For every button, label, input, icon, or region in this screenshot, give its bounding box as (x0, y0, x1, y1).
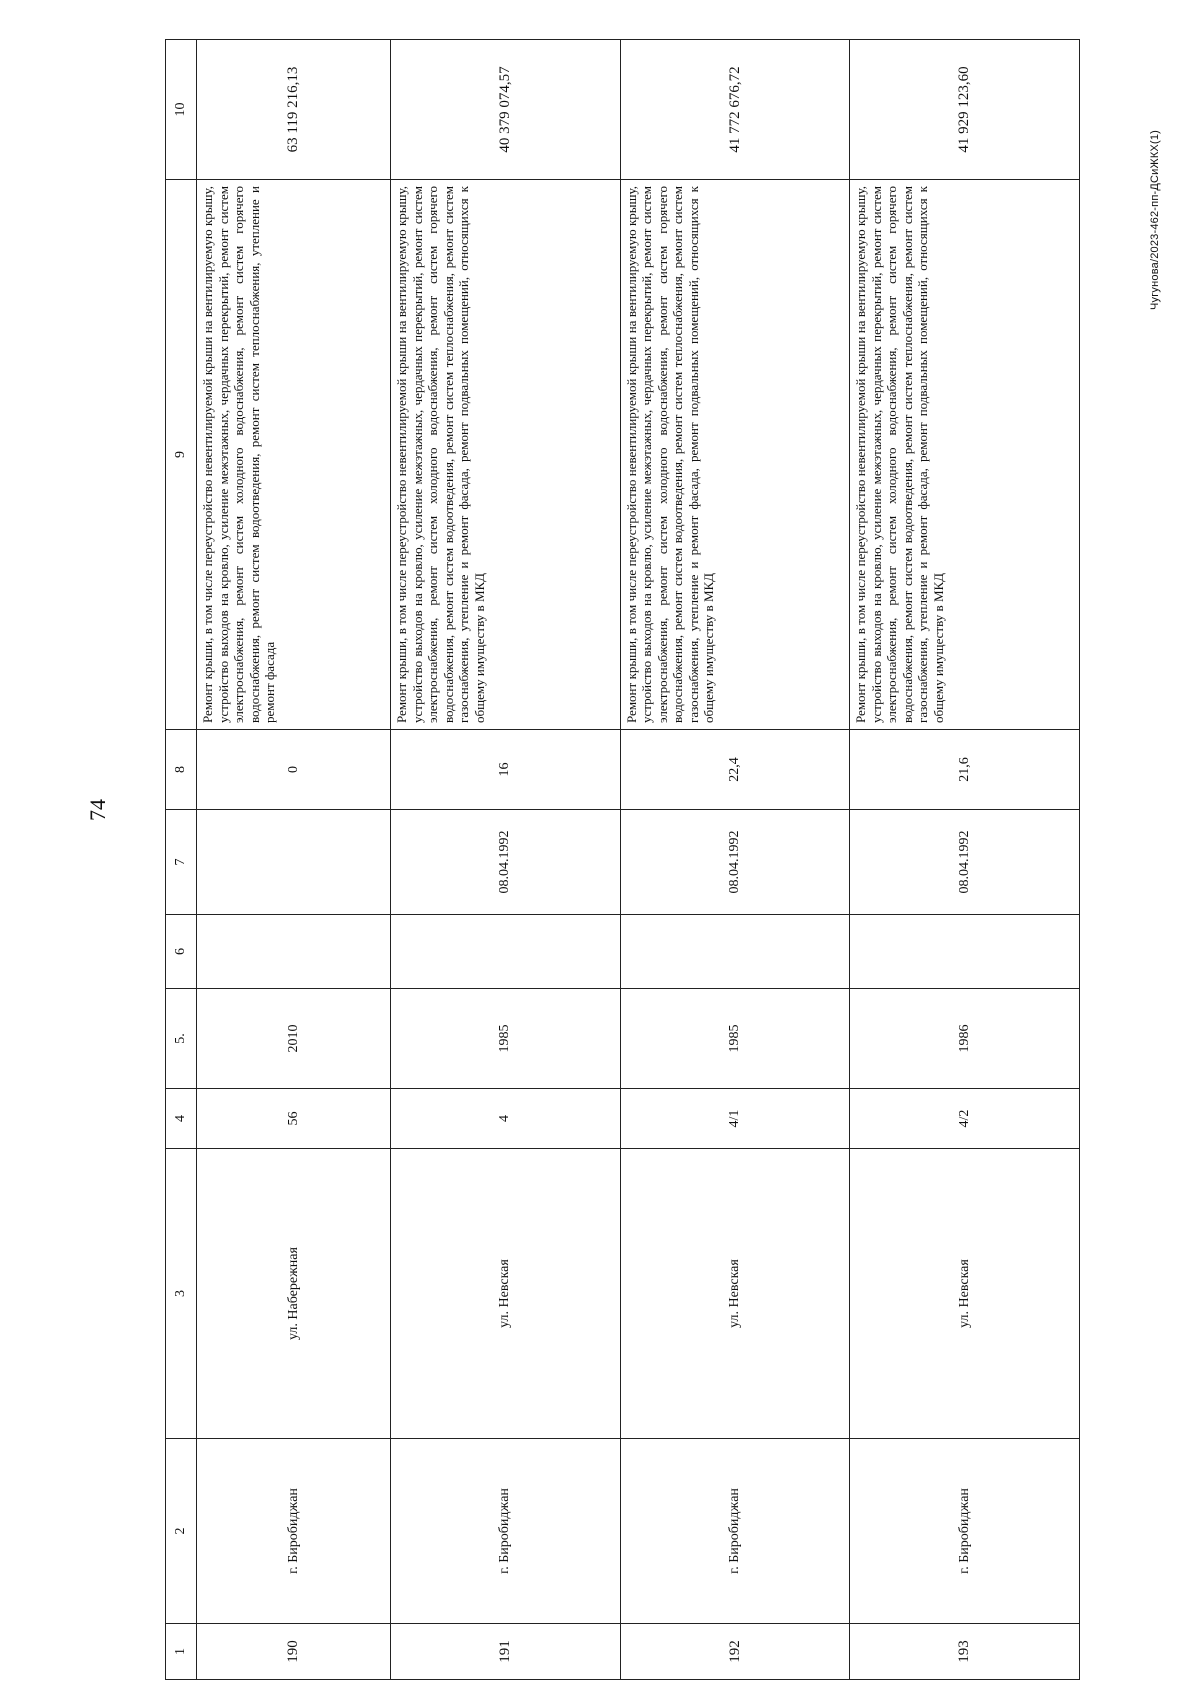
column-header: 3 (166, 1149, 197, 1439)
column-header: 10 (166, 40, 197, 180)
street-cell: ул. Набережная (197, 1149, 391, 1439)
city-cell: г. Биробиджан (850, 1439, 1080, 1624)
repair-program-table (165, 39, 1080, 1680)
works-description-cell: Ремонт крыши, в том числе переустройство невентилируемой крыши на вентилируемую крышу, устройство выходов на кровлю, усиление межэтажных, чердачных перекрытий, ремонт систем электроснабжения, ремонт систем холодного водоснабжения, ремонт систем горячего водоснабжения, ремонт систем водоотведения, ремонт систем теплоснабжения, утепление и ремонт фасада (197, 180, 391, 730)
row-number: 191 (391, 1624, 621, 1680)
house-cell: 4/1 (620, 1089, 850, 1149)
row-number: 190 (197, 1624, 391, 1680)
amount-cell: 41 929 123,60 (850, 40, 1080, 180)
table-row (850, 40, 1080, 1680)
column-header: 1 (166, 1624, 197, 1680)
column-header: 8 (166, 730, 197, 810)
header-row (166, 40, 197, 1680)
date-cell: 08.04.1992 (620, 810, 850, 915)
street-cell: ул. Невская (850, 1149, 1080, 1439)
column-header: 7 (166, 810, 197, 915)
works-description-cell: Ремонт крыши, в том числе переустройство невентилируемой крыши на вентилируемую крышу, устройство выходов на кровлю, усиление межэтажных, чердачных перекрытий, ремонт систем электроснабжения, ремонт систем холодного водоснабжения, ремонт систем горячего водоснабжения, ремонт систем водоотведения, ремонт систем теплоснабжения, ремонт систем газоснабжения, утепление и ремонт фасада, ремонт подвальных помещений, относящихся к общему имуществу в МКД (850, 180, 1080, 730)
col6-cell (850, 915, 1080, 989)
amount-cell: 41 772 676,72 (620, 40, 850, 180)
col6-cell (197, 915, 391, 989)
house-cell: 56 (197, 1089, 391, 1149)
col6-cell (391, 915, 621, 989)
works-description-cell: Ремонт крыши, в том числе переустройство невентилируемой крыши на вентилируемую крышу, устройство выходов на кровлю, усиление межэтажных, чердачных перекрытий, ремонт систем электроснабжения, ремонт систем холодного водоснабжения, ремонт систем горячего водоснабжения, ремонт систем водоотведения, ремонт систем теплоснабжения, ремонт систем газоснабжения, утепление и ремонт фасада, ремонт подвальных помещений, относящихся к общему имуществу в МКД (620, 180, 850, 730)
city-cell: г. Биробиджан (620, 1439, 850, 1624)
column-header: 6 (166, 915, 197, 989)
rotated-table (165, 40, 1080, 1680)
col8-cell: 21,6 (850, 730, 1080, 810)
column-header: 4 (166, 1089, 197, 1149)
row-number: 192 (620, 1624, 850, 1680)
row-number: 193 (850, 1624, 1080, 1680)
house-cell: 4/2 (850, 1089, 1080, 1149)
works-description-cell: Ремонт крыши, в том числе переустройство невентилируемой крыши на вентилируемую крышу, устройство выходов на кровлю, усиление межэтажных, чердачных перекрытий, ремонт систем электроснабжения, ремонт систем холодного водоснабжения, ремонт систем горячего водоснабжения, ремонт систем водоотведения, ремонт систем теплоснабжения, ремонт систем газоснабжения, утепление и ремонт фасада, ремонт подвальных помещений, относящихся к общему имуществу в МКД (391, 180, 621, 730)
city-cell: г. Биробиджан (197, 1439, 391, 1624)
table-row (391, 40, 621, 1680)
col6-cell (620, 915, 850, 989)
column-header: 2 (166, 1439, 197, 1624)
amount-cell: 63 119 216,13 (197, 40, 391, 180)
page-number: 74 (85, 799, 110, 821)
date-cell (197, 810, 391, 915)
col8-cell: 16 (391, 730, 621, 810)
date-cell: 08.04.1992 (850, 810, 1080, 915)
date-cell: 08.04.1992 (391, 810, 621, 915)
year-cell: 2010 (197, 989, 391, 1089)
document-code-text: Чугунова/2023-462-пп-ДСиЖКХ(1) (1149, 129, 1161, 311)
amount-cell: 40 379 074,57 (391, 40, 621, 180)
house-cell: 4 (391, 1089, 621, 1149)
column-header: 5. (166, 989, 197, 1089)
street-cell: ул. Невская (391, 1149, 621, 1439)
table-container (165, 40, 1080, 1680)
col8-cell: 22,4 (620, 730, 850, 810)
street-cell: ул. Невская (620, 1149, 850, 1439)
year-cell: 1985 (391, 989, 621, 1089)
year-cell: 1985 (620, 989, 850, 1089)
table-row (620, 40, 850, 1680)
city-cell: г. Биробиджан (391, 1439, 621, 1624)
col8-cell: 0 (197, 730, 391, 810)
table-row (197, 40, 391, 1680)
year-cell: 1986 (850, 989, 1080, 1089)
column-header: 9 (166, 180, 197, 730)
